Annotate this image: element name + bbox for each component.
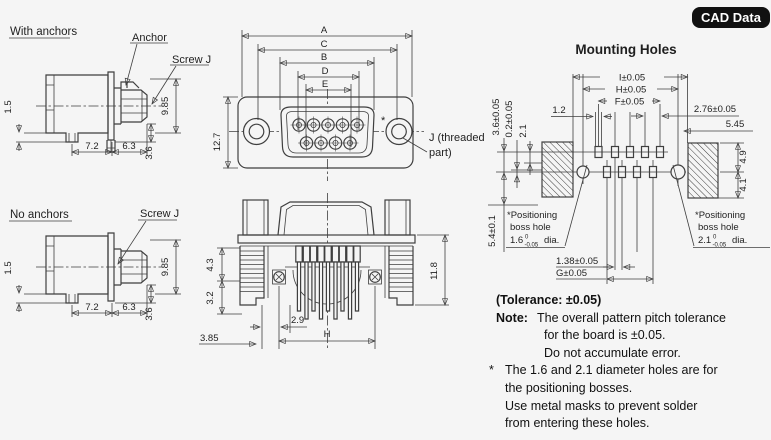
dim-3-6: 3.6 [144,146,155,160]
boss-left-dia-suffix: dia. [544,235,560,246]
mount-hole-left [244,119,270,145]
dim-12-7: 12.7 [212,132,223,152]
dim-5-4-pcb: 5.4±0.1 [487,215,498,247]
dim-h: H±0.05 [615,84,647,96]
anchor-part [121,82,139,88]
boss-right-line2: boss hole [698,222,739,233]
boss-right-line1: *Positioning [695,210,746,221]
footnote-star: * [489,363,494,378]
asterisk-mark: * [381,115,386,127]
screw-j-label-2: Screw J [140,208,180,220]
boss-right-dia-sup: 0 [713,234,717,241]
mounting-holes-title: Mounting Holes [575,42,677,57]
boss-hole-left [577,166,589,178]
dim-9-85-b: 9.85 [160,257,171,277]
dim-4-3: 4.3 [205,258,216,272]
dim-3-85: 3.85 [200,333,219,344]
dim-1-5-b: 1.5 [3,261,14,275]
boss-left-dia-sub: -0.05 [524,242,539,249]
dim-g: G±0.05 [556,268,588,279]
dim-1-38: 1.38±0.05 [556,256,599,267]
dim-1-5: 1.5 [3,100,14,114]
dim-2-9: 2.9 [291,315,305,326]
side-view-with-anchors [3,26,211,160]
footnote-line-3: Use metal masks to prevent solder [505,398,698,413]
dim-2-1-pcb: 2.1 [518,124,529,138]
pcb-cutout-right [688,143,718,198]
no-anchors-title: No anchors [10,209,69,221]
dim-e: E [321,79,329,90]
dim-2-76: 2.76±0.05 [693,104,737,115]
note-line-2: for the board is ±0.05. [544,328,666,343]
note-label: Note: [496,310,528,325]
dim-0-2-pcb: 0.2±0.05 [504,100,515,138]
solder-pins [296,246,360,319]
dim-d: D [321,66,329,77]
boss-right-dia-suffix: dia. [732,235,748,246]
dim-6-3: 6.3 [122,141,136,152]
dim-4-9: 4.9 [738,150,749,164]
anchor-label: Anchor [132,32,167,44]
dim-c: C [320,39,328,50]
dim-h-rear: H [323,329,331,340]
dsub-shell [281,107,374,157]
dim-f: F±0.05 [614,96,645,108]
note-line-3: Do not accumulate error. [544,345,681,360]
mounting-holes-diagram [487,42,770,284]
boss-hole-right [671,165,685,179]
dim-3-6-b: 3.6 [144,307,155,321]
dim-3-6-pcb: 3.6±0.05 [491,98,502,136]
screw-j-label: Screw J [172,54,212,66]
cad-data-label: CAD Data [701,10,761,25]
tolerance-note: (Tolerance: ±0.05) [496,293,602,307]
dim-11-8: 11.8 [429,262,440,280]
footnote-line-1: The 1.6 and 2.1 diameter holes are for [505,363,718,378]
pcb-cutout-left [542,142,573,197]
dim-7-2-b: 7.2 [85,302,99,313]
side-view-no-anchors [3,208,181,321]
notes-block [489,292,771,433]
dim-a: A [320,25,328,36]
dim-5-45: 5.45 [725,119,745,130]
front-view [212,25,485,181]
dim-6-3-b: 6.3 [122,302,136,313]
j-threaded-label-1: J (threaded [429,132,485,144]
dim-7-2: 7.2 [85,141,99,152]
j-threaded-label-2: part) [429,147,452,159]
dim-1-2: 1.2 [552,105,566,116]
boss-right-dia: 2.1 [698,235,712,246]
footnote-line-4: from entering these holes. [505,416,650,431]
boss-right-dia-sub: -0.05 [712,242,727,249]
dim-i: I±0.05 [618,72,646,84]
with-anchors-title: With anchors [10,26,78,38]
note-line-1: The overall pattern pitch tolerance [537,310,726,325]
rear-view [199,193,449,349]
dim-b: B [320,52,328,63]
footnote-line-2: the positioning bosses. [505,380,633,395]
boss-left-line2: boss hole [510,222,551,233]
dim-3-2: 3.2 [205,291,216,305]
hood [278,202,374,235]
cad-data-button[interactable] [692,7,770,28]
boss-left-line1: *Positioning [507,210,558,221]
boss-left-dia-sup: 0 [525,234,529,241]
boss-left-dia: 1.6 [510,235,524,246]
dim-4-1: 4.1 [738,178,749,192]
dim-9-85: 9.85 [160,96,171,116]
